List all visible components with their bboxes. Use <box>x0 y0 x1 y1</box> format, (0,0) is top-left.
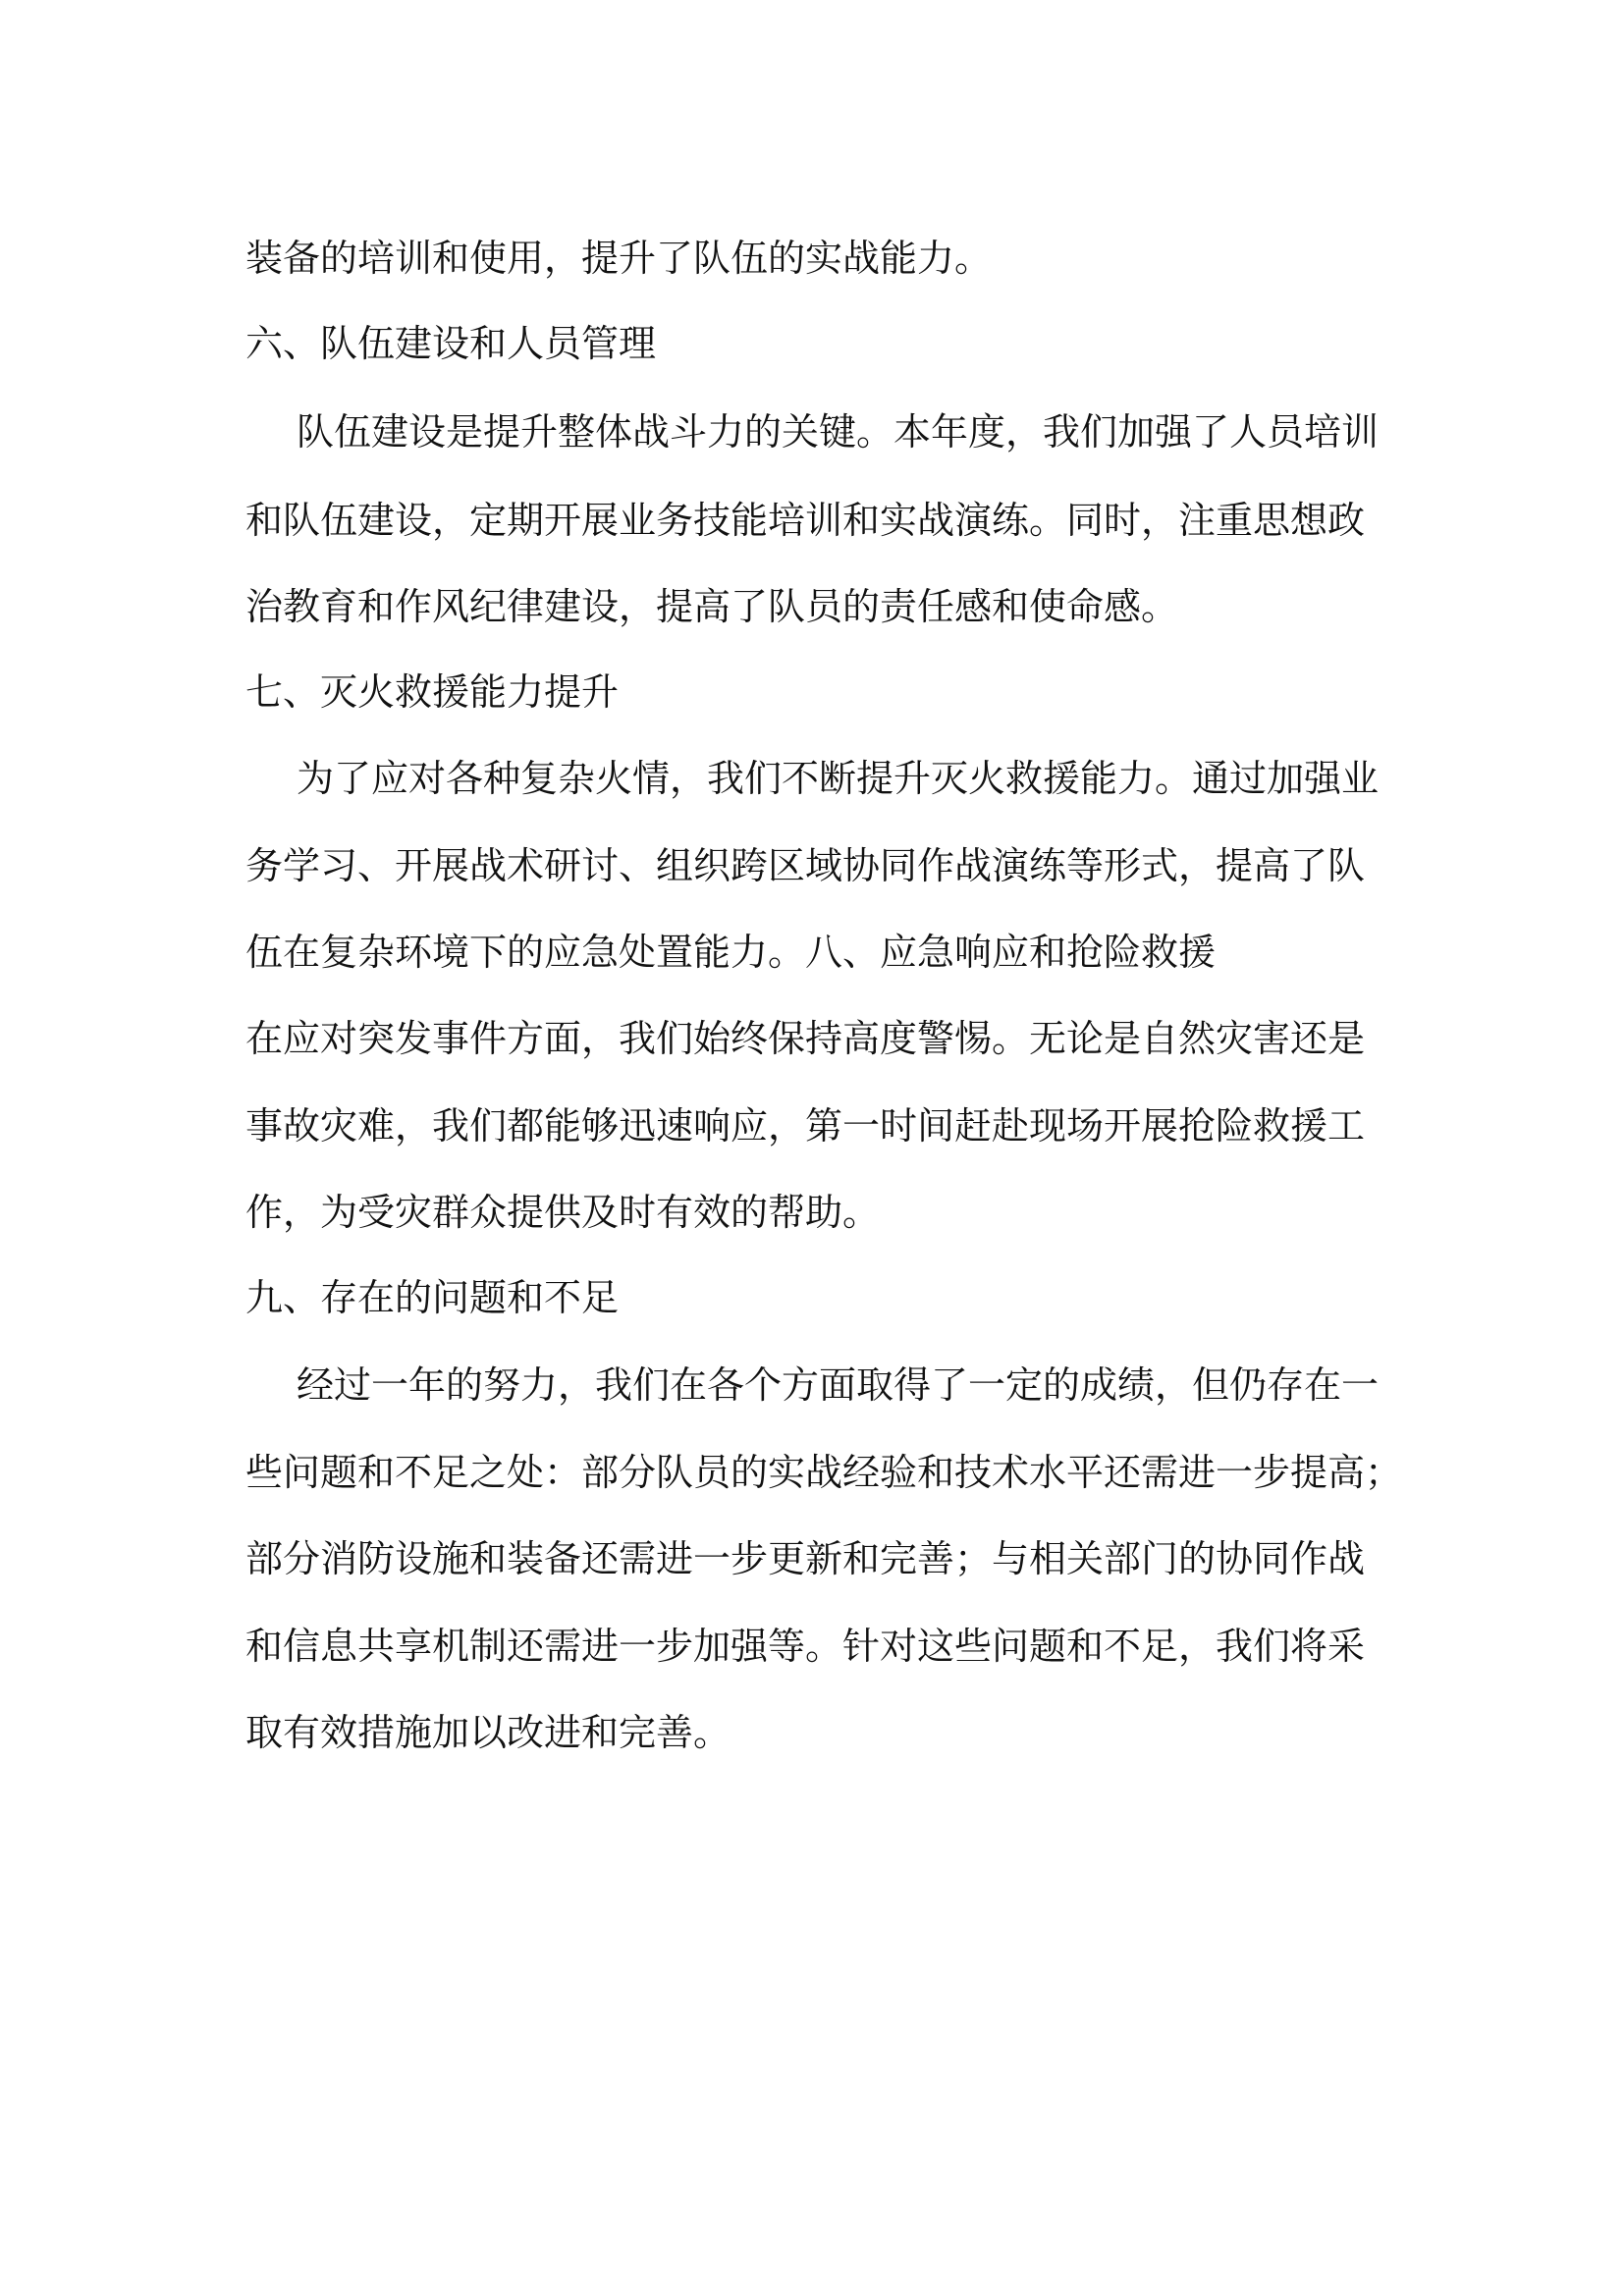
paragraph-line: 为了应对各种复杂火情，我们不断提升灭火救援能力。通过加强业 <box>297 757 1380 800</box>
paragraph-line: 在应对突发事件方面，我们始终保持高度警惕。无论是自然灾害还是 <box>245 1017 1366 1060</box>
paragraph-line: 务学习、开展战术研讨、组织跨区域协同作战演练等形式，提高了队 <box>245 844 1366 887</box>
paragraph-line: 装备的培训和使用，提升了队伍的实战能力。 <box>245 237 993 280</box>
paragraph-line: 和队伍建设，定期开展业务技能培训和实战演练。同时，注重思想政 <box>245 499 1366 542</box>
paragraph-line: 事故灾难，我们都能够迅速响应，第一时间赶赴现场开展抢险救援工 <box>245 1104 1366 1148</box>
paragraph-line: 些问题和不足之处：部分队员的实战经验和技术水平还需进一步提高； <box>245 1451 1403 1494</box>
paragraph-line: 作，为受灾群众提供及时有效的帮助。 <box>245 1191 881 1234</box>
paragraph-line: 部分消防设施和装备还需进一步更新和完善；与相关部门的协同作战 <box>245 1537 1366 1580</box>
paragraph-line: 取有效措施加以改进和完善。 <box>245 1711 731 1754</box>
section-heading-6: 六、队伍建设和人员管理 <box>245 322 657 365</box>
section-heading-7: 七、灭火救援能力提升 <box>245 670 620 714</box>
section-heading-9: 九、存在的问题和不足 <box>245 1276 620 1319</box>
paragraph-line: 治教育和作风纪律建设，提高了队员的责任感和使命感。 <box>245 585 1179 628</box>
paragraph-line: 伍在复杂环境下的应急处置能力。八、应急响应和抢险救援 <box>245 931 1217 974</box>
paragraph-line: 队伍建设是提升整体战斗力的关键。本年度，我们加强了人员培训 <box>297 410 1380 454</box>
paragraph-line: 和信息共享机制还需进一步加强等。针对这些问题和不足，我们将采 <box>245 1625 1366 1668</box>
paragraph-line: 经过一年的努力，我们在各个方面取得了一定的成绩，但仍存在一 <box>297 1363 1380 1407</box>
